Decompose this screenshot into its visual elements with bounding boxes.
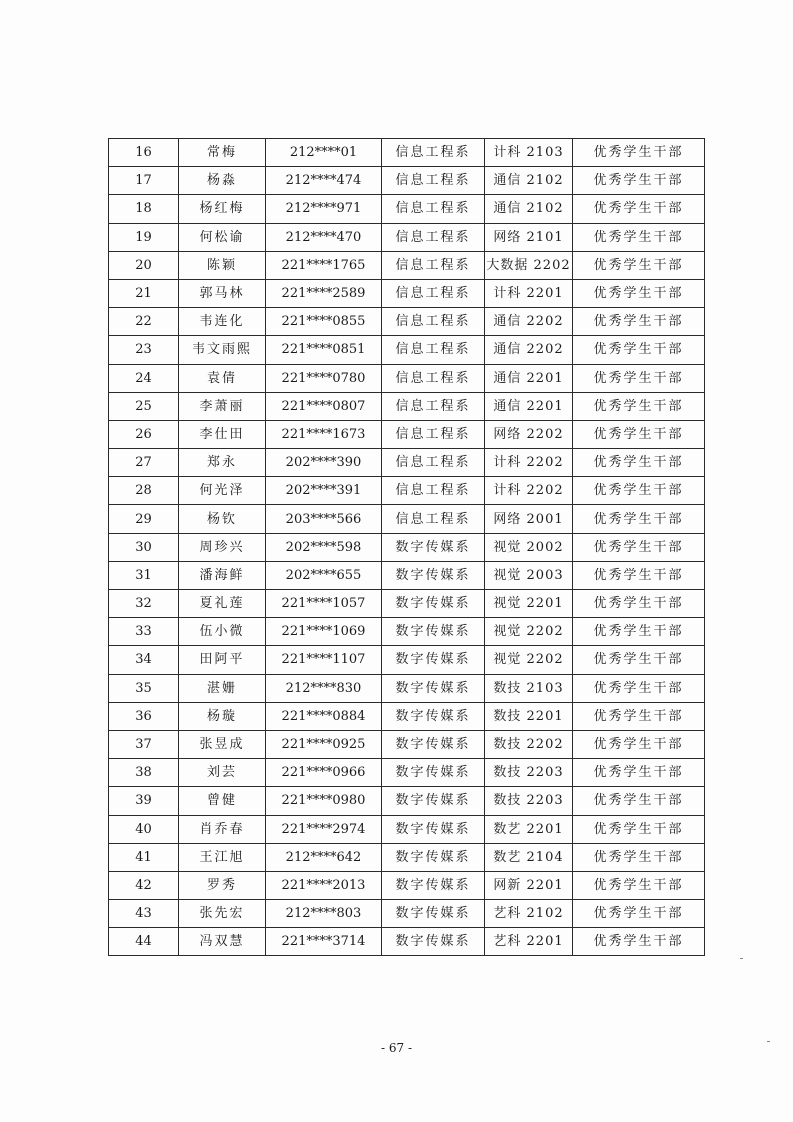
department-cell: 信息工程系 [382,336,485,364]
student-name-cell: 潘海鲜 [179,561,266,589]
row-number-cell: 36 [109,702,179,730]
table-row [109,759,705,787]
award-cell: 优秀学生干部 [573,674,705,702]
row-number-cell: 18 [109,195,179,223]
student-id-cell: 221****0780 [266,364,382,392]
student-id-cell: 221****0855 [266,308,382,336]
department-cell: 信息工程系 [382,139,485,167]
student-id-cell: 212****01 [266,139,382,167]
department-cell: 数字传媒系 [382,815,485,843]
class-cell: 网络 2202 [485,420,573,448]
department-cell: 数字传媒系 [382,871,485,899]
student-name-cell: 冯双慧 [179,928,266,956]
student-name-cell: 罗秀 [179,871,266,899]
table-row [109,392,705,420]
student-name-cell: 韦连化 [179,308,266,336]
student-name-cell: 杨璇 [179,702,266,730]
table-row [109,646,705,674]
student-name-cell: 杨红梅 [179,195,266,223]
class-cell: 计科 2202 [485,477,573,505]
class-cell: 数技 2203 [485,787,573,815]
row-number-cell: 40 [109,815,179,843]
row-number-cell: 33 [109,618,179,646]
student-id-cell: 221****1673 [266,420,382,448]
class-cell: 数技 2202 [485,730,573,758]
class-cell: 通信 2102 [485,167,573,195]
class-cell: 视觉 2002 [485,533,573,561]
class-cell: 数技 2201 [485,702,573,730]
row-number-cell: 30 [109,533,179,561]
table-row [109,900,705,928]
award-cell: 优秀学生干部 [573,787,705,815]
scan-speck [767,1041,770,1042]
award-cell: 优秀学生干部 [573,702,705,730]
award-cell: 优秀学生干部 [573,900,705,928]
table-row [109,533,705,561]
student-name-cell: 张先宏 [179,900,266,928]
department-cell: 信息工程系 [382,477,485,505]
table-row [109,674,705,702]
table-row [109,279,705,307]
table-row [109,364,705,392]
class-cell: 计科 2201 [485,279,573,307]
award-cell: 优秀学生干部 [573,815,705,843]
department-cell: 数字传媒系 [382,646,485,674]
student-name-cell: 夏礼莲 [179,590,266,618]
class-cell: 艺科 2201 [485,928,573,956]
table-row [109,477,705,505]
student-name-cell: 李萧丽 [179,392,266,420]
student-name-cell: 肖乔春 [179,815,266,843]
row-number-cell: 31 [109,561,179,589]
student-id-cell: 221****3714 [266,928,382,956]
row-number-cell: 35 [109,674,179,702]
student-name-cell: 曾健 [179,787,266,815]
row-number-cell: 26 [109,420,179,448]
department-cell: 数字传媒系 [382,928,485,956]
department-cell: 数字传媒系 [382,618,485,646]
student-id-cell: 202****655 [266,561,382,589]
student-id-cell: 203****566 [266,505,382,533]
class-cell: 网络 2001 [485,505,573,533]
class-cell: 视觉 2202 [485,618,573,646]
award-cell: 优秀学生干部 [573,279,705,307]
student-name-cell: 王江旭 [179,843,266,871]
page-number: - 67 - [380,1041,412,1055]
table-row [109,561,705,589]
row-number-cell: 24 [109,364,179,392]
row-number-cell: 29 [109,505,179,533]
class-cell: 通信 2202 [485,336,573,364]
row-number-cell: 32 [109,590,179,618]
award-cell: 优秀学生干部 [573,590,705,618]
student-id-cell: 221****2974 [266,815,382,843]
award-cell: 优秀学生干部 [573,251,705,279]
table-row [109,618,705,646]
student-id-cell: 221****0980 [266,787,382,815]
student-id-cell: 202****598 [266,533,382,561]
student-name-cell: 张昱成 [179,730,266,758]
department-cell: 信息工程系 [382,364,485,392]
award-list-table [108,138,705,956]
student-id-cell: 212****470 [266,223,382,251]
class-cell: 大数据 2202 [485,251,573,279]
table-row [109,167,705,195]
class-cell: 通信 2202 [485,308,573,336]
row-number-cell: 19 [109,223,179,251]
student-id-cell: 221****1107 [266,646,382,674]
student-id-cell: 221****0884 [266,702,382,730]
student-name-cell: 常梅 [179,139,266,167]
department-cell: 信息工程系 [382,251,485,279]
department-cell: 数字传媒系 [382,533,485,561]
department-cell: 数字传媒系 [382,674,485,702]
award-cell: 优秀学生干部 [573,364,705,392]
row-number-cell: 21 [109,279,179,307]
student-id-cell: 221****0966 [266,759,382,787]
row-number-cell: 25 [109,392,179,420]
table-row [109,702,705,730]
class-cell: 数艺 2104 [485,843,573,871]
class-cell: 数艺 2201 [485,815,573,843]
student-id-cell: 212****830 [266,674,382,702]
award-cell: 优秀学生干部 [573,449,705,477]
department-cell: 数字传媒系 [382,561,485,589]
student-id-cell: 221****0925 [266,730,382,758]
class-cell: 通信 2201 [485,364,573,392]
department-cell: 数字传媒系 [382,900,485,928]
student-id-cell: 221****2589 [266,279,382,307]
award-cell: 优秀学生干部 [573,336,705,364]
table-row [109,843,705,871]
award-cell: 优秀学生干部 [573,928,705,956]
student-id-cell: 221****2013 [266,871,382,899]
department-cell: 数字传媒系 [382,787,485,815]
award-cell: 优秀学生干部 [573,843,705,871]
award-cell: 优秀学生干部 [573,533,705,561]
table-row [109,308,705,336]
student-id-cell: 221****1765 [266,251,382,279]
student-name-cell: 韦文雨熙 [179,336,266,364]
student-id-cell: 202****391 [266,477,382,505]
student-id-cell: 212****803 [266,900,382,928]
student-id-cell: 212****474 [266,167,382,195]
class-cell: 计科 2202 [485,449,573,477]
department-cell: 信息工程系 [382,279,485,307]
award-cell: 优秀学生干部 [573,730,705,758]
class-cell: 数技 2203 [485,759,573,787]
award-cell: 优秀学生干部 [573,759,705,787]
student-name-cell: 杨淼 [179,167,266,195]
student-name-cell: 湛姗 [179,674,266,702]
table-row [109,223,705,251]
award-cell: 优秀学生干部 [573,392,705,420]
department-cell: 数字传媒系 [382,702,485,730]
student-id-cell: 202****390 [266,449,382,477]
class-cell: 网新 2201 [485,871,573,899]
student-name-cell: 郭马林 [179,279,266,307]
class-cell: 网络 2101 [485,223,573,251]
table-row [109,815,705,843]
class-cell: 视觉 2202 [485,646,573,674]
row-number-cell: 43 [109,900,179,928]
department-cell: 信息工程系 [382,449,485,477]
class-cell: 数技 2103 [485,674,573,702]
row-number-cell: 27 [109,449,179,477]
table-row [109,590,705,618]
department-cell: 信息工程系 [382,195,485,223]
award-list-body [109,139,705,956]
row-number-cell: 20 [109,251,179,279]
student-name-cell: 刘芸 [179,759,266,787]
row-number-cell: 41 [109,843,179,871]
department-cell: 信息工程系 [382,505,485,533]
department-cell: 数字传媒系 [382,843,485,871]
award-cell: 优秀学生干部 [573,223,705,251]
table-row [109,420,705,448]
table-row [109,730,705,758]
department-cell: 信息工程系 [382,308,485,336]
class-cell: 通信 2102 [485,195,573,223]
class-cell: 通信 2201 [485,392,573,420]
student-id-cell: 212****971 [266,195,382,223]
table-row [109,787,705,815]
department-cell: 数字传媒系 [382,759,485,787]
award-cell: 优秀学生干部 [573,561,705,589]
department-cell: 信息工程系 [382,392,485,420]
award-cell: 优秀学生干部 [573,646,705,674]
student-id-cell: 221****0851 [266,336,382,364]
award-cell: 优秀学生干部 [573,308,705,336]
student-name-cell: 田阿平 [179,646,266,674]
award-cell: 优秀学生干部 [573,139,705,167]
row-number-cell: 37 [109,730,179,758]
student-id-cell: 221****1069 [266,618,382,646]
award-cell: 优秀学生干部 [573,871,705,899]
scan-speck [740,958,743,959]
row-number-cell: 44 [109,928,179,956]
row-number-cell: 28 [109,477,179,505]
table-row [109,139,705,167]
student-id-cell: 221****1057 [266,590,382,618]
department-cell: 数字传媒系 [382,590,485,618]
class-cell: 视觉 2003 [485,561,573,589]
award-cell: 优秀学生干部 [573,618,705,646]
table-row [109,871,705,899]
student-name-cell: 何松谕 [179,223,266,251]
table-row [109,505,705,533]
table-row [109,251,705,279]
student-name-cell: 伍小微 [179,618,266,646]
department-cell: 信息工程系 [382,167,485,195]
class-cell: 艺科 2102 [485,900,573,928]
award-cell: 优秀学生干部 [573,505,705,533]
award-cell: 优秀学生干部 [573,195,705,223]
student-name-cell: 周珍兴 [179,533,266,561]
student-name-cell: 陈颖 [179,251,266,279]
department-cell: 信息工程系 [382,223,485,251]
student-id-cell: 221****0807 [266,392,382,420]
award-cell: 优秀学生干部 [573,167,705,195]
table-row [109,195,705,223]
table-row [109,449,705,477]
class-cell: 计科 2103 [485,139,573,167]
row-number-cell: 39 [109,787,179,815]
student-name-cell: 郑永 [179,449,266,477]
student-name-cell: 李仕田 [179,420,266,448]
student-name-cell: 袁倩 [179,364,266,392]
department-cell: 信息工程系 [382,420,485,448]
row-number-cell: 42 [109,871,179,899]
award-cell: 优秀学生干部 [573,420,705,448]
table-row [109,928,705,956]
class-cell: 视觉 2201 [485,590,573,618]
student-id-cell: 212****642 [266,843,382,871]
row-number-cell: 17 [109,167,179,195]
department-cell: 数字传媒系 [382,730,485,758]
row-number-cell: 16 [109,139,179,167]
student-name-cell: 杨钦 [179,505,266,533]
award-cell: 优秀学生干部 [573,477,705,505]
table-row [109,336,705,364]
row-number-cell: 38 [109,759,179,787]
row-number-cell: 22 [109,308,179,336]
row-number-cell: 23 [109,336,179,364]
student-name-cell: 何光泽 [179,477,266,505]
row-number-cell: 34 [109,646,179,674]
